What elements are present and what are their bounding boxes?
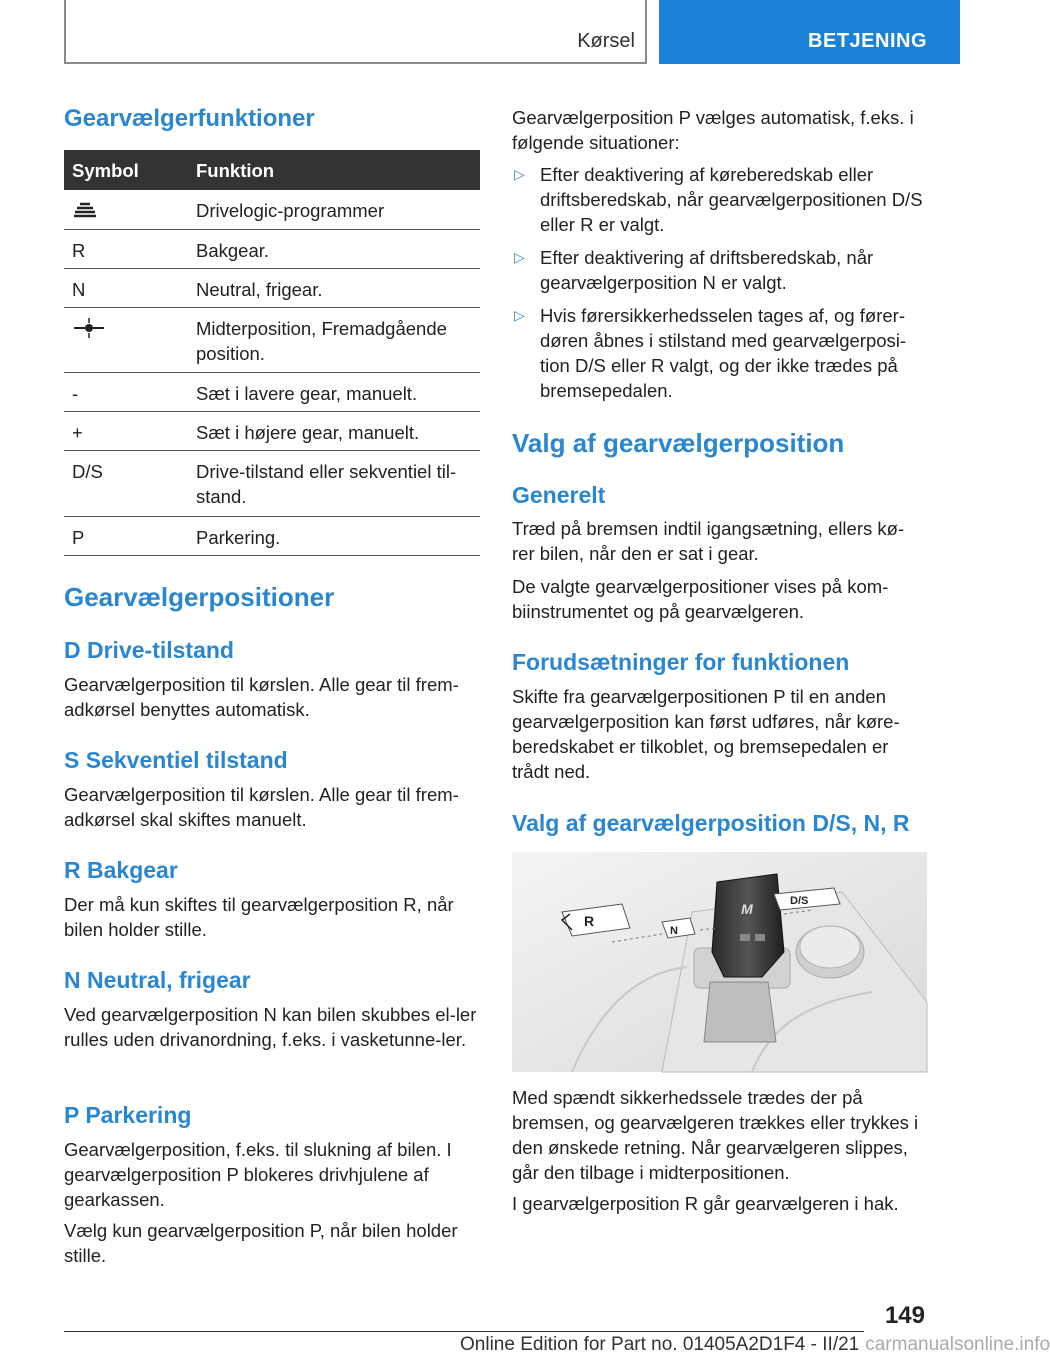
paragraph-forudsaetninger: Skifte fra gearvælgerpositionen P til en anden gearvælgerposition kan først udføres, når køre-beredskabet er tilkoblet, og bremsepedalen er trådt ned. [512,686,900,782]
header-section: Kørsel [577,30,635,52]
paragraph-intro: Gearvælgerposition P vælges automatisk, f.eks. i følgende situationer: [512,107,914,153]
header-chapter: BETJENING [808,30,927,52]
knob-label: M [741,901,753,917]
paragraph-reverse: Der må kun skiftes til gearvælgerposition R, når bilen holder stille. [64,894,454,940]
middle-position-icon [72,316,106,346]
bullet-triangle-icon: ▷ [514,307,525,323]
photo-label-n: N [670,925,678,937]
heading-generelt: Generelt [512,482,606,508]
table-header-function: Funktion [196,160,275,181]
drivelogic-icon [72,198,98,226]
table-cell-symbol: - [72,383,79,404]
heading-valg: Valg af gearvælgerposition [512,428,845,458]
table-cell-symbol: P [72,527,85,548]
table-cell-function: Midterposition, Fremadgående position. [196,318,447,364]
table-cell-symbol: N [72,279,86,300]
heading-drive: D Drive-tilstand [64,637,234,663]
table-cell-function: Neutral, frigear. [196,279,323,300]
paragraph-generelt-1: Træd på bremsen indtil igangsætning, ellers kø-rer bilen, når den er sat i gear. [512,518,905,564]
paragraph-after-1: Med spændt sikkerhedssele trædes der på bremsen, og gearvælgeren trækkes eller trykkes i den ønskede retning. Når gearvælgeren slippes, går den tilbage i midterpositionen. [512,1087,919,1183]
footer-edition: Online Edition for Part no. 01405A2D1F4 - II/21 [460,1334,860,1355]
heading-forudsaetninger: Forudsætninger for funktionen [512,649,850,675]
gear-selector-illustration [512,852,927,1072]
table-row [64,451,480,517]
list-item-text: Hvis førersikkerhedsselen tages af, og fører-døren åbnes i stilstand med gearvælgerposi-tion D/S eller R valgt, og der ikke trædes på bremsepedalen. [540,305,907,401]
table-header [64,150,480,190]
table-row [64,517,480,556]
paragraph-generelt-2: De valgte gearvælgerpositioner vises på kom-biinstrumentet og på gearvælgeren. [512,576,889,622]
list-item-text: Efter deaktivering af køreberedskab eller driftsberedskab, når gearvælgerpositionen D/S eller R er valgt. [540,164,923,235]
heading-neutral: N Neutral, frigear [64,967,251,993]
table-cell-function: Sæt i højere gear, manuelt. [196,422,420,443]
table-cell-symbol: + [72,422,83,443]
paragraph-after-2: I gearvælgerposition R går gearvælgeren i hak. [512,1193,899,1214]
table-row [64,412,480,451]
table-cell-symbol: D/S [72,461,103,482]
footer-divider [64,1331,864,1332]
footer-watermark: carmanualsonline.info [865,1334,1050,1355]
table-cell-function: Parkering. [196,527,281,548]
paragraph-sequential: Gearvælgerposition til kørslen. Alle gear til frem-adkørsel skal skiftes manuelt. [64,784,459,830]
photo-label-r: R [584,913,595,929]
table-row [64,230,480,269]
page-number: 149 [884,1302,925,1329]
footer-text [460,1334,1050,1356]
list-item-text: Efter deaktivering af driftsberedskab, når gearvælgerposition N er valgt. [540,247,874,293]
heading-park: P Parkering [64,1102,192,1128]
header-section-box [64,0,647,64]
table-row [64,269,480,308]
table-cell-function: Sæt i lavere gear, manuelt. [196,383,418,404]
heading-sequential: S Sekventiel tilstand [64,747,288,773]
table-cell-function: Bakgear. [196,240,270,261]
paragraph-park-2: Vælg kun gearvælgerposition P, når bilen holder stille. [64,1220,458,1266]
heading-reverse: R Bakgear [64,857,178,883]
header-chapter-box [659,0,960,64]
photo-label-ds: D/S [790,895,809,907]
table-cell-function: Drive-tilstand eller sekventiel til-stand. [196,461,457,507]
heading-dsnr: Valg af gearvælgerposition D/S, N, R [512,810,910,836]
table-header-symbol: Symbol [72,160,139,181]
table-row [64,373,480,412]
bullet-triangle-icon: ▷ [514,166,525,182]
paragraph-drive: Gearvælgerposition til kørslen. Alle gear til frem-adkørsel benyttes automatisk. [64,674,459,720]
table-cell-function: Drivelogic-programmer [196,200,385,221]
table-cell-symbol: R [72,240,86,261]
heading-positions: Gearvælgerpositioner [64,582,335,612]
paragraph-neutral: Ved gearvælgerposition N kan bilen skubbes el-ler rulles uden drivanordning, f.eks. i vasketunne-ler. [64,1004,477,1050]
table-row [64,308,480,373]
paragraph-park-1: Gearvælgerposition, f.eks. til slukning af bilen. I gearvælgerposition P blokeres drivhjulene af gearkassen. [64,1139,452,1210]
table-row [64,190,480,230]
section-title-functions: Gearvælgerfunktioner [64,105,315,132]
bullet-triangle-icon: ▷ [514,249,525,265]
